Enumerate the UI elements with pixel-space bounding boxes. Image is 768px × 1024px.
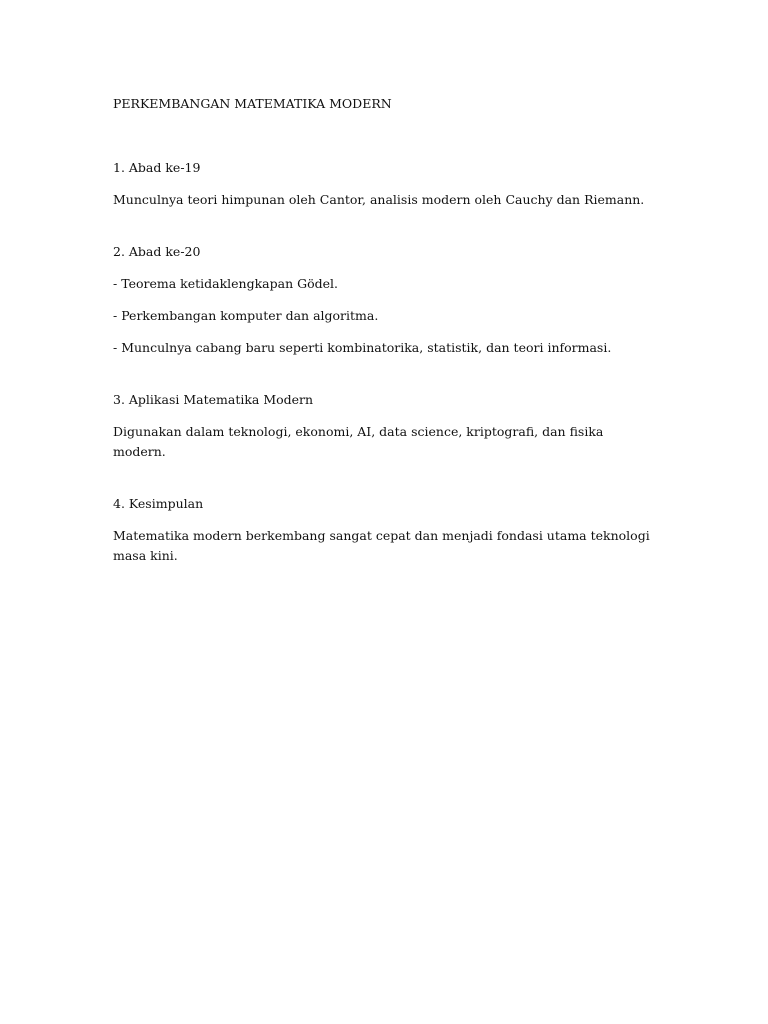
list-item: - Munculnya cabang baru seperti kombinatorika, statistik, dan teori informasi. [113, 340, 612, 355]
list-item: - Teorema ketidaklengkapan Gödel. [113, 276, 338, 291]
document-title: PERKEMBANGAN MATEMATIKA MODERN [113, 96, 392, 111]
section-heading: 2. Abad ke-20 [113, 244, 201, 259]
section-heading: 3. Aplikasi Matematika Modern [113, 392, 314, 407]
section-paragraph: Matematika modern berkembang sangat cepat dan menjadi fondasi utama teknologi masa kini. [113, 528, 650, 563]
section-heading: 4. Kesimpulan [113, 496, 204, 511]
section-kesimpulan [113, 494, 653, 566]
section-aplikasi [113, 390, 653, 462]
section-paragraph: Digunakan dalam teknologi, ekonomi, AI, data science, kriptografi, dan fisika modern. [113, 424, 604, 459]
section-abad-19 [113, 158, 653, 210]
list-item: - Perkembangan komputer dan algoritma. [113, 308, 379, 323]
section-heading: 1. Abad ke-19 [113, 160, 201, 175]
section-paragraph: Munculnya teori himpunan oleh Cantor, analisis modern oleh Cauchy dan Riemann. [113, 192, 645, 207]
document-body [113, 94, 653, 578]
section-abad-20 [113, 242, 653, 358]
